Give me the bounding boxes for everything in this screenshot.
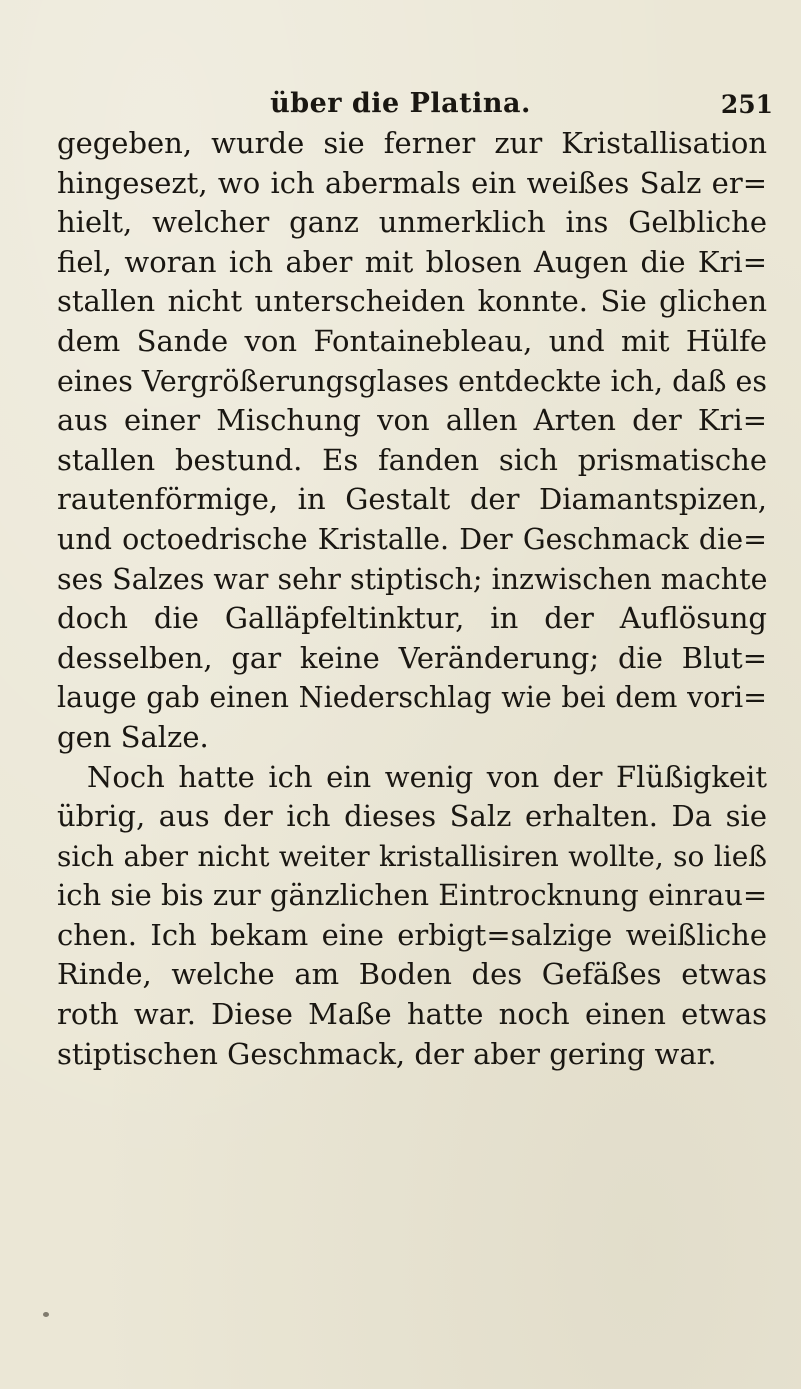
text-line: roth war. Diese Maße hatte noch einen etwas bbox=[57, 997, 767, 1032]
ink-speck bbox=[43, 1312, 49, 1317]
text-line: ses Salzes war sehr stiptisch; inzwischen machte bbox=[57, 562, 768, 596]
text-line: Noch hatte ich ein wenig von der Flüßigkeit bbox=[87, 759, 767, 794]
text-line: stallen bestund. Es fanden sich prismatische bbox=[57, 442, 767, 477]
text-line: fiel, woran ich aber mit blosen Augen die Kri= bbox=[57, 244, 767, 279]
text-line: eines Vergrößerungsglases entdeckte ich, daß es bbox=[57, 364, 767, 398]
text-line: chen. Ich bekam eine erbigt=salzige weißliche bbox=[57, 917, 767, 952]
text-line: desselben, gar keine Veränderung; die Blut= bbox=[57, 640, 767, 675]
text-line: hielt, welcher ganz unmerklich ins Gelbliche bbox=[57, 205, 767, 240]
text-line: Rinde, welche am Boden des Gefäßes etwas bbox=[57, 957, 767, 992]
text-line: aus einer Mischung von allen Arten der Kri= bbox=[57, 403, 767, 438]
paragraph-1 bbox=[57, 124, 767, 758]
running-head: über die Platina. bbox=[270, 88, 531, 119]
text-line: doch die Galläpfeltinktur, in der Auflösung bbox=[57, 601, 767, 636]
text-line: lauge gab einen Niederschlag wie bei dem vori= bbox=[57, 681, 767, 715]
text-line: übrig, aus der ich dieses Salz erhalten. Da sie bbox=[57, 799, 767, 834]
text-line: sich aber nicht weiter kristallisiren wollte, so ließ bbox=[57, 839, 767, 873]
text-line: stallen nicht unterscheiden konnte. Sie glichen bbox=[57, 284, 767, 319]
text-line: rautenförmige, in Gestalt der Diamantspizen, bbox=[57, 482, 767, 517]
text-line: stiptischen Geschmack, der aber gering war. bbox=[57, 1036, 717, 1071]
text-line: gen Salze. bbox=[57, 719, 209, 754]
text-line: ich sie bis zur gänzlichen Eintrocknung einrau= bbox=[57, 878, 768, 913]
body-text bbox=[57, 124, 767, 1074]
paragraph-2 bbox=[57, 758, 767, 1075]
text-line: dem Sande von Fontainebleau, und mit Hülfe bbox=[57, 323, 767, 358]
page-number: 251 bbox=[720, 90, 773, 119]
text-line: und octoedrische Kristalle. Der Geschmack die= bbox=[57, 522, 767, 556]
text-line: gegeben, wurde sie ferner zur Kristallisation bbox=[57, 126, 767, 160]
text-line: hingesezt, wo ich abermals ein weißes Salz er= bbox=[57, 165, 767, 200]
